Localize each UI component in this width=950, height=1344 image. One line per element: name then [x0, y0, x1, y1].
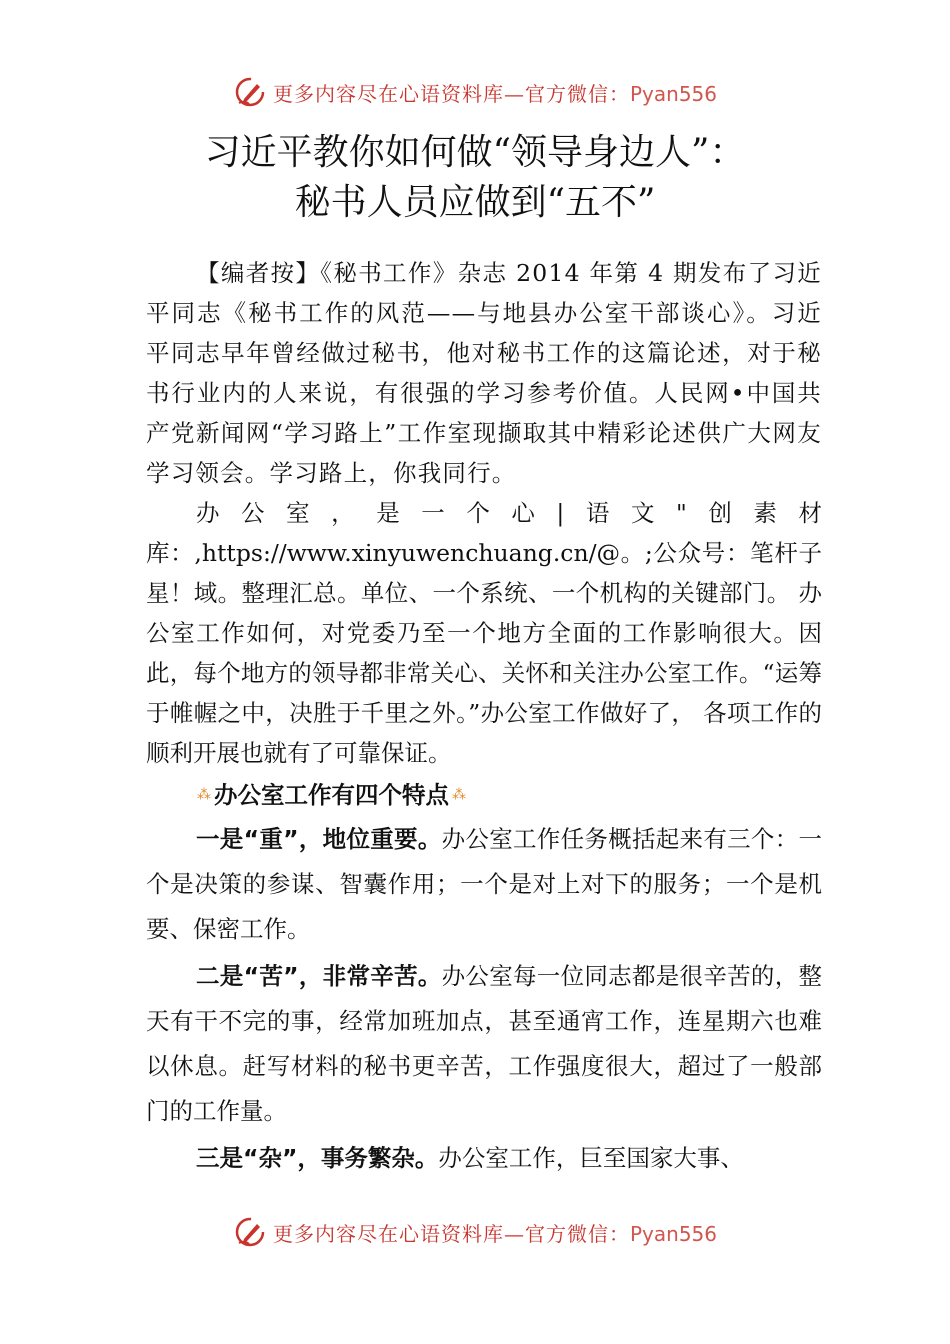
page-title: [0, 128, 950, 228]
pen-logo-icon: [233, 75, 267, 109]
title-line-1: 习近平教你如何做“领导身边人”：: [204, 132, 746, 173]
footer-banner: [0, 1212, 950, 1252]
wechat-id: Pyan556: [629, 1221, 717, 1246]
point-lead: 二是“苦”，非常辛苦。: [196, 962, 442, 990]
ornament-icon: ⁂: [452, 787, 466, 803]
point-lead: 一是“重”，地位重要。: [196, 825, 442, 853]
pen-logo-icon: [233, 1215, 267, 1249]
header-banner: [0, 72, 950, 112]
point-paragraph: 三是“杂”，事务繁杂。办公室工作，巨至国家大事、: [196, 1144, 744, 1172]
banner-text: 更多内容尽在心语资料库—官方微信：Pyan556: [272, 1221, 717, 1246]
wechat-id: Pyan556: [629, 81, 717, 106]
banner-text: 更多内容尽在心语资料库—官方微信：Pyan556: [272, 81, 717, 106]
section-subheading: ⁂ 办公室工作有四个特点 ⁂: [194, 775, 822, 815]
intro-paragraph: 办公室，是一个心|语文"创素材库：,https://www.xinyuwenchuang.cn/@。;公众号：笔杆子星！域。整理汇总。单位、一个系统、一个机构的关键部门。 办公室工作如何，对党委乃至一个地方全面的工作影响很大。因此，每个地方的领导都非常关心、关怀和关注办公室工作。“运筹于帷幄之中，决胜于千里之外。”办公室工作做好了， 各项工作的顺利开展也就有了可靠保证。: [146, 499, 822, 767]
ornament-icon: ⁂: [197, 787, 211, 803]
point-paragraph: 二是“苦”，非常辛苦。办公室每一位同志都是很辛苦的，整天有干不完的事，经常加班加点，甚至通宵工作，连星期六也难以休息。赶写材料的秘书更辛苦，工作强度很大，超过了一般部门的工作量。: [146, 962, 822, 1125]
point-paragraph: 一是“重”，地位重要。办公室工作任务概括起来有三个：一个是决策的参谋、智囊作用；一个是对上对下的服务；一个是机要、保密工作。: [146, 825, 822, 943]
title-line-2: 秘书人员应做到“五不”: [294, 182, 656, 223]
editor-note: 【编者按】《秘书工作》杂志 2014 年第 4 期发布了习近平同志《秘书工作的风范——与地县办公室干部谈心》。习近平同志早年曾经做过秘书，他对秘书工作的这篇论述，对于秘书行业内的人来说，有很强的学习参考价值。人民网•中国共产党新闻网“学习路上”工作室现撷取其中精彩论述供广大网友学习领会。学习路上，你我同行。: [146, 259, 822, 487]
article-body: [146, 253, 822, 1181]
point-lead: 三是“杂”，事务繁杂。: [196, 1144, 439, 1172]
